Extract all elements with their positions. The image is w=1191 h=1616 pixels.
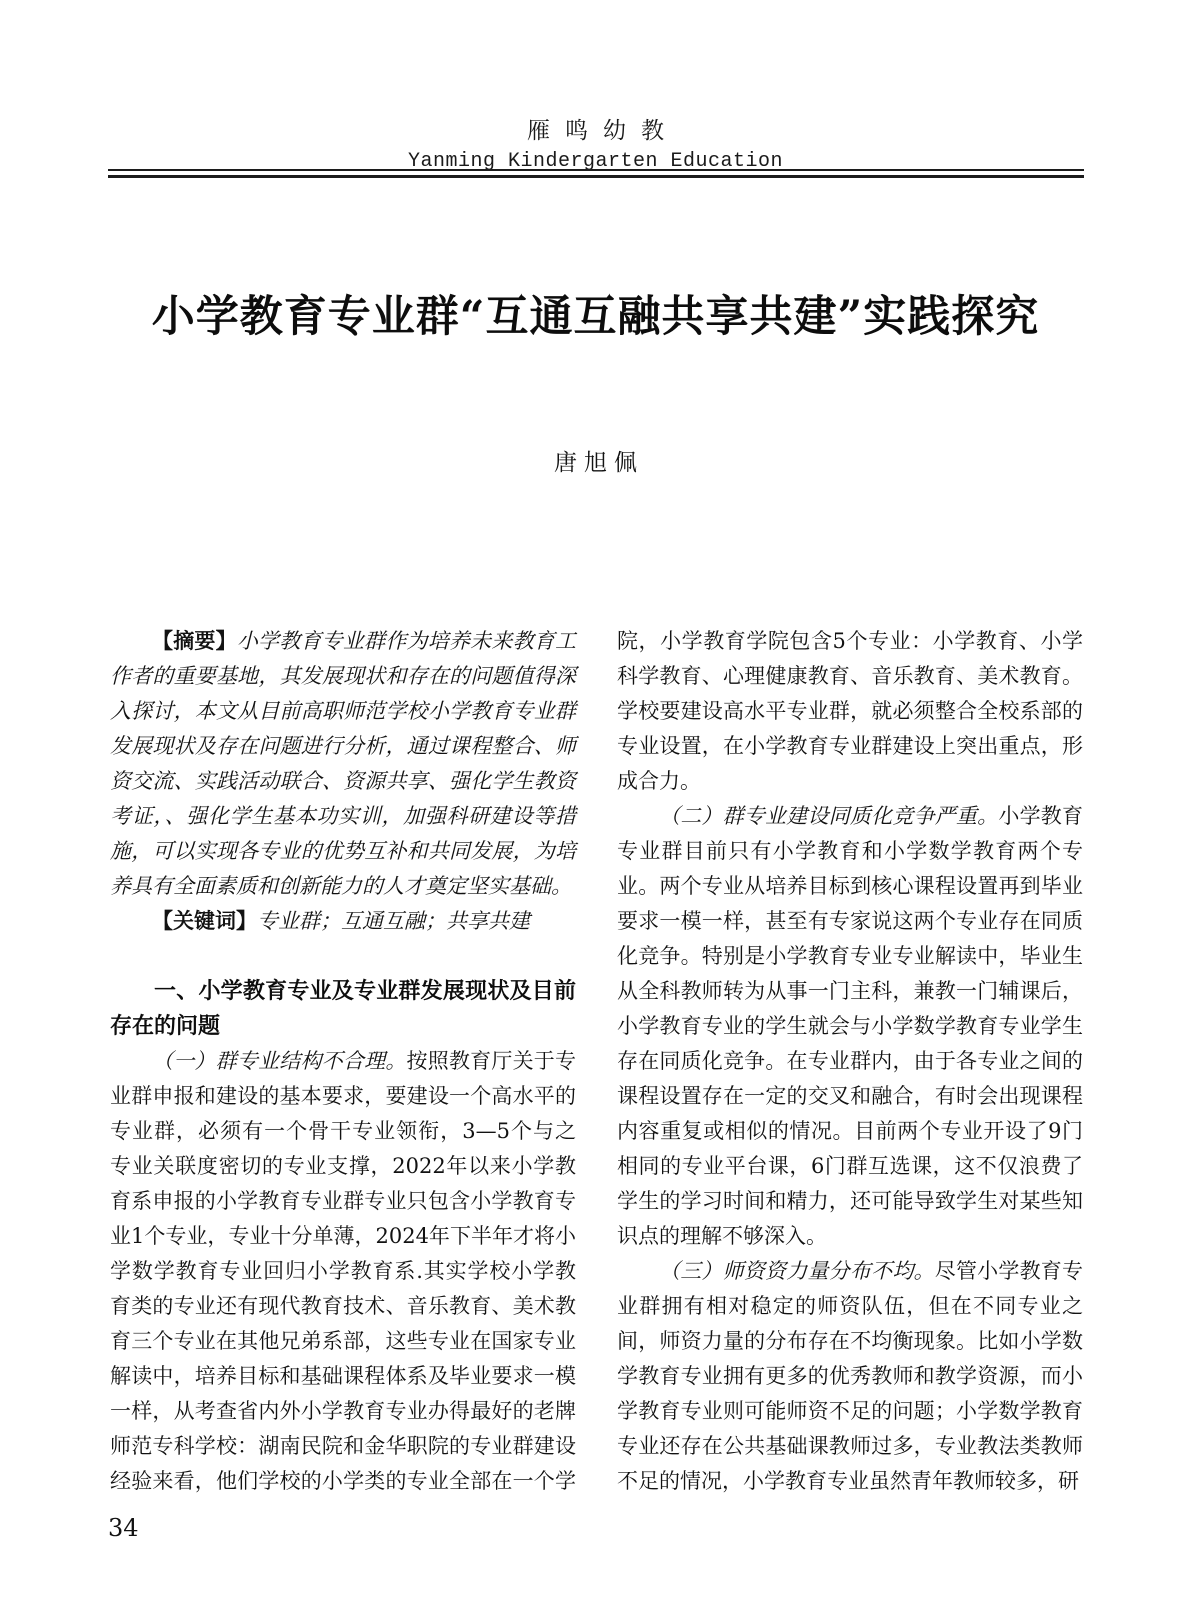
article-title: 小学教育专业群“互通互融共享共建”实践探究 bbox=[151, 292, 1040, 342]
journal-header bbox=[0, 112, 1191, 173]
abstract-label: 【摘要】 bbox=[152, 629, 237, 653]
keywords-label: 【关键词】 bbox=[152, 909, 257, 933]
abstract-text: 小学教育专业群作为培养未来教育工作者的重要基地，其发展现状和存在的问题值得深入探讨，本文从目前高职师范学校小学教育专业群发展现状及存在问题进行分析，通过课程整合、师资交流、实践活动联合、资源共享、强化学生教资考证，、强化学生基本功实训，加强科研建设等措施，可以实现各专业的优势互补和共同发展，为培养具有全面素质和创新能力的人才奠定坚实基础。 bbox=[110, 629, 577, 898]
paragraph-2-text: 小学教育专业群目前只有小学教育和小学数学教育两个专业。两个专业从培养目标到核心课程设置再到毕业要求一模一样，甚至有专家说这两个专业存在同质化竞争。特别是小学教育专业专业解读中，毕业生从全科教师转为从事一门主科，兼教一门辅课后，小学教育专业的学生就会与小学数学教育专业学生存在同质化竞争。在专业群内，由于各专业之间的课程设置存在一定的交叉和融合，有时会出现课程内容重复或相似的情况。目前两个专业开设了9门相同的专业平台课，6门群互选课，这不仅浪费了学生的学习时间和精力，还可能导致学生对某些知识点的理解不够深入。 bbox=[617, 804, 1084, 1248]
keywords-text: 专业群；互通互融；共享共建 bbox=[257, 909, 530, 933]
paragraph-2-lead: （二）群专业建设同质化竞争严重。 bbox=[659, 804, 999, 828]
keywords-paragraph bbox=[110, 904, 576, 939]
paragraph-3-text: 尽管小学教育专业群拥有相对稳定的师资队伍，但在不同专业之间，师资力量的分布存在不均衡现象。比如小学数学教育专业拥有更多的优秀教师和教学资源，而小学教育专业则可能师资不足的问题；小学数学教育专业还存在公共基础课教师过多，专业教法类教师不足的情况，小学教育专业虽然青年教师较多，研 bbox=[617, 1259, 1084, 1493]
author-name: 唐旭佩 bbox=[554, 450, 644, 476]
page-number: 34 bbox=[108, 1514, 139, 1542]
article-body bbox=[110, 624, 1083, 1499]
journal-name-chinese: 雁鸣幼教 bbox=[527, 118, 679, 144]
body-paragraph-2 bbox=[617, 799, 1083, 1254]
paragraph-1-lead: （一）群专业结构不合理。 bbox=[152, 1049, 407, 1073]
header-double-rule bbox=[108, 169, 1084, 178]
body-paragraph-3 bbox=[617, 1254, 1083, 1499]
paragraph-3-lead: （三）师资资力量分布不均。 bbox=[659, 1259, 935, 1283]
journal-name-english: Yanming Kindergarten Education bbox=[407, 150, 784, 173]
abstract-paragraph bbox=[110, 624, 576, 904]
paragraph-1-text: 按照教育厅关于专业群申报和建设的基本要求，要建设一个高水平的专业群，必须有一个骨干专业领衔，3—5个与之专业关联度密切的专业支撑，2022年以来小学教育系申报的小学教育专业群专业只包含小学教育专业1个专业，专业十分单薄，2024年下半年才将小学数学教育专业回归小学教育系.其实学校小学教育类的专业还有现代教育技术、音乐教育、美术教育三个专业在其他兄弟系部，这些专业在国家专业解读中，培养目标和基础课程体系及毕业要求一模一样，从考查省内外小学教育专业办得最好的老牌师范专科学校：湖南民院和金华职院的专业群建设经验来看，他们学校的小学类的专业全部在一个学院，小学教育学院包含5个专业：小学教育、小学科学教育、心理健康教育、音乐教育、美术教育。学校要建设高水平专业群，就必须整合全校系部的专业设置，在小学教育专业群建设上突出重点，形成合力。 bbox=[110, 629, 1083, 1493]
section-heading: 一、小学教育专业及专业群发展现状及目前存在的问题 bbox=[110, 979, 576, 1039]
